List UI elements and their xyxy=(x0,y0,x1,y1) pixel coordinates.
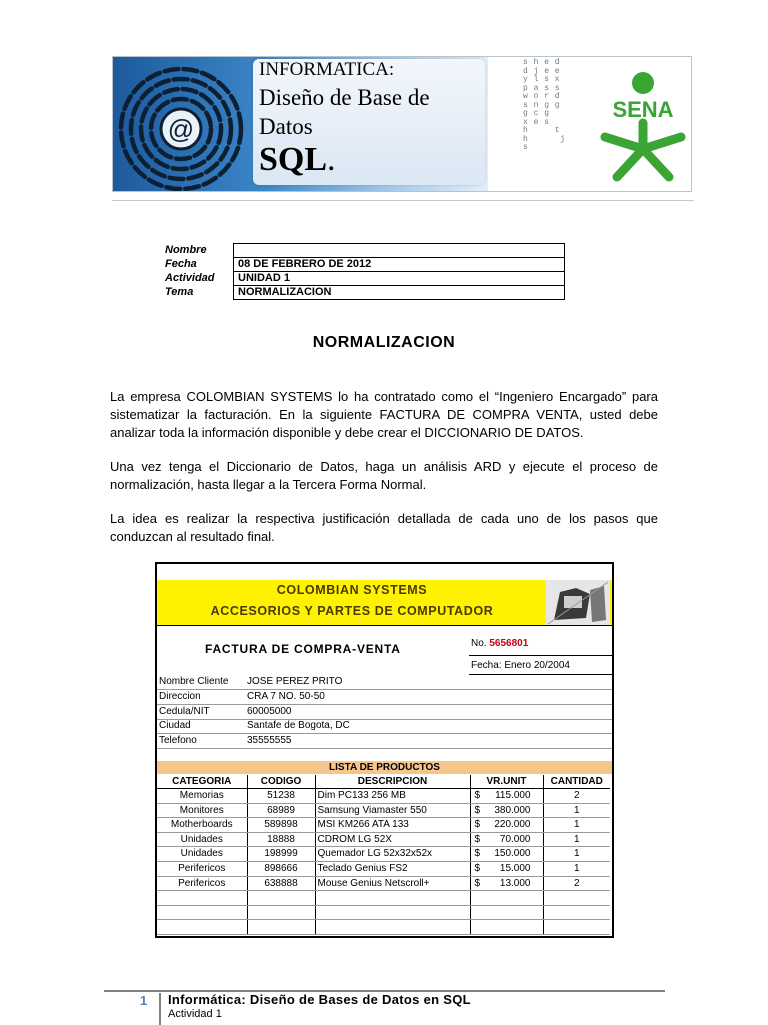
client-label: Telefono xyxy=(159,735,197,746)
product-code: 198999 xyxy=(247,847,315,862)
product-row xyxy=(157,876,610,891)
price-amount: 220.000 xyxy=(494,819,531,831)
price-amount: 70.000 xyxy=(499,833,531,845)
column-header: VR.UNIT xyxy=(470,775,543,789)
product-description: Dim PC133 256 MB xyxy=(315,789,470,804)
product-description: Samsung Viamaster 550 xyxy=(315,803,470,818)
header-banner xyxy=(112,56,692,192)
product-description: Teclado Genius FS2 xyxy=(315,861,470,876)
client-row xyxy=(157,675,612,690)
client-value: 35555555 xyxy=(247,735,292,746)
product-description: MSI KM266 ATA 133 xyxy=(315,818,470,833)
empty-cell xyxy=(247,905,315,920)
client-value: 60005000 xyxy=(247,706,292,717)
client-value: CRA 7 NO. 50-50 xyxy=(247,691,325,702)
currency-symbol: $ xyxy=(474,804,481,816)
empty-row xyxy=(157,905,610,920)
currency-symbol: $ xyxy=(474,848,481,860)
info-value: UNIDAD 1 xyxy=(234,272,565,286)
column-header: CATEGORIA xyxy=(157,775,247,789)
product-category: Unidades xyxy=(157,847,247,862)
products-table xyxy=(157,775,610,935)
product-quantity: 1 xyxy=(543,847,610,862)
footer-separator xyxy=(159,993,161,1025)
info-label: Fecha xyxy=(165,258,197,270)
svg-text:@: @ xyxy=(167,114,195,144)
client-label: Direccion xyxy=(159,691,201,702)
invoice-company-subtitle: ACCESORIOS Y PARTES DE COMPUTADOR xyxy=(210,604,494,618)
empty-cell xyxy=(157,920,247,935)
info-row xyxy=(165,272,565,286)
page-number: 1 xyxy=(140,993,148,1008)
column-header: DESCRIPCION xyxy=(315,775,470,789)
empty-cell xyxy=(543,891,610,906)
product-unit-price xyxy=(470,803,543,818)
client-label: Cedula/NIT xyxy=(159,706,210,717)
empty-cell xyxy=(315,891,470,906)
currency-symbol: $ xyxy=(474,790,481,801)
currency-symbol: $ xyxy=(474,862,481,874)
client-value: JOSE PEREZ PRITO xyxy=(247,676,343,687)
computer-illustration-icon xyxy=(546,580,610,625)
footer-subtitle: Actividad 1 xyxy=(168,1008,222,1020)
product-row xyxy=(157,803,610,818)
product-category: Unidades xyxy=(157,832,247,847)
empty-cell xyxy=(315,905,470,920)
product-quantity: 1 xyxy=(543,832,610,847)
client-value: Santafe de Bogota, DC xyxy=(247,720,350,731)
sena-logo-text: SENA xyxy=(612,97,674,122)
banner-title-line2: Diseño de Base de Datos xyxy=(259,85,430,139)
empty-cell xyxy=(543,920,610,935)
product-unit-price xyxy=(470,789,543,804)
client-row xyxy=(157,690,612,705)
product-code: 638888 xyxy=(247,876,315,891)
empty-cell xyxy=(470,920,543,935)
footer-title: Informática: Diseño de Bases de Datos en SQL xyxy=(168,992,471,1007)
empty-cell xyxy=(470,905,543,920)
product-code: 898666 xyxy=(247,861,315,876)
info-row xyxy=(165,286,565,300)
product-description: Mouse Genius Netscroll+ xyxy=(315,876,470,891)
invoice-doc-title: FACTURA DE COMPRA-VENTA xyxy=(205,642,401,656)
client-label: Ciudad xyxy=(159,720,191,731)
product-category: Perifericos xyxy=(157,861,247,876)
price-amount: 115.000 xyxy=(495,790,531,801)
invoice-number xyxy=(471,638,528,649)
price-amount: 380.000 xyxy=(494,804,531,816)
product-unit-price xyxy=(470,847,543,862)
currency-symbol: $ xyxy=(474,877,481,889)
empty-cell xyxy=(543,905,610,920)
column-header: CODIGO xyxy=(247,775,315,789)
product-quantity: 1 xyxy=(543,803,610,818)
empty-cell xyxy=(157,891,247,906)
product-row xyxy=(157,789,610,804)
document-title: NORMALIZACION xyxy=(312,334,456,351)
fingerprint-icon xyxy=(115,61,253,191)
info-row xyxy=(165,244,565,258)
invoice xyxy=(155,562,614,938)
invoice-number-value: 5656801 xyxy=(489,638,529,649)
product-category: Motherboards xyxy=(157,818,247,833)
price-amount: 150.000 xyxy=(494,848,531,860)
info-label: Tema xyxy=(165,286,194,298)
banner-title-line3 xyxy=(259,141,336,179)
client-row xyxy=(157,705,612,720)
paragraph: La empresa COLOMBIAN SYSTEMS lo ha contratado como el “Ingeniero Encargado” para sistematizar la facturación. En la siguiente FACTURA DE COMPRA VENTA, usted debe analizar toda la información disponible y debe crear el DICCIONARIO DE DATOS. xyxy=(110,389,658,440)
price-amount: 15.000 xyxy=(499,862,531,874)
info-label: Nombre xyxy=(165,244,207,256)
product-quantity: 1 xyxy=(543,861,610,876)
info-value xyxy=(234,244,565,258)
product-quantity: 2 xyxy=(543,789,610,804)
product-description: Quemador LG 52x32x52x xyxy=(315,847,470,862)
products-header-row xyxy=(157,775,610,789)
info-value: 08 DE FEBRERO DE 2012 xyxy=(234,258,565,272)
product-unit-price xyxy=(470,876,543,891)
product-row xyxy=(157,861,610,876)
invoice-company-name: COLOMBIAN SYSTEMS xyxy=(276,583,428,597)
decorative-letters: s h e d d j e e y l s x p a s s w o r d s n g g g c g x e s h t h j s xyxy=(523,58,566,152)
info-label: Actividad xyxy=(165,272,215,284)
product-row xyxy=(157,818,610,833)
banner-title-sql: SQL xyxy=(259,141,328,178)
client-row xyxy=(157,734,612,749)
invoice-divider xyxy=(157,625,612,626)
empty-cell xyxy=(247,920,315,935)
paragraph: La idea es realizar la respectiva justificación detallada de cada uno de los pasos que conduzcan al resultado final. xyxy=(110,511,658,544)
invoice-number-underline xyxy=(469,655,612,656)
product-row xyxy=(157,847,610,862)
product-unit-price xyxy=(470,818,543,833)
currency-symbol: $ xyxy=(474,819,481,831)
product-unit-price xyxy=(470,832,543,847)
product-category: Perifericos xyxy=(157,876,247,891)
info-row xyxy=(165,258,565,272)
sena-logo xyxy=(597,65,689,183)
empty-cell xyxy=(315,920,470,935)
banner-title-dot: . xyxy=(327,141,336,178)
product-quantity: 1 xyxy=(543,818,610,833)
product-quantity: 2 xyxy=(543,876,610,891)
product-code: 51238 xyxy=(247,789,315,804)
empty-row xyxy=(157,891,610,906)
product-category: Monitores xyxy=(157,803,247,818)
banner-title-line1: INFORMATICA: xyxy=(259,59,395,80)
product-unit-price xyxy=(470,861,543,876)
info-value: NORMALIZACION xyxy=(234,286,565,300)
product-code: 589898 xyxy=(247,818,315,833)
invoice-date: Fecha: Enero 20/2004 xyxy=(471,660,570,671)
header-divider xyxy=(112,200,694,201)
paragraph: Una vez tenga el Diccionario de Datos, haga un análisis ARD y ejecute el proceso de normalización, hasta llegar a la Tercera Forma Normal. xyxy=(110,459,658,492)
product-category: Memorias xyxy=(157,789,247,804)
empty-cell xyxy=(470,891,543,906)
empty-row xyxy=(157,920,610,935)
column-header: CANTIDAD xyxy=(543,775,610,789)
product-list-title: LISTA DE PRODUCTOS xyxy=(157,761,612,774)
client-label: Nombre Cliente xyxy=(159,676,229,687)
currency-symbol: $ xyxy=(474,833,481,845)
product-row xyxy=(157,832,610,847)
invoice-number-label: No. xyxy=(471,638,487,649)
product-code: 18888 xyxy=(247,832,315,847)
products-table-body xyxy=(157,789,610,935)
empty-cell xyxy=(247,891,315,906)
price-amount: 13.000 xyxy=(499,877,531,889)
client-row xyxy=(157,719,612,734)
product-code: 68989 xyxy=(247,803,315,818)
product-description: CDROM LG 52X xyxy=(315,832,470,847)
info-table xyxy=(165,243,565,300)
empty-cell xyxy=(157,905,247,920)
